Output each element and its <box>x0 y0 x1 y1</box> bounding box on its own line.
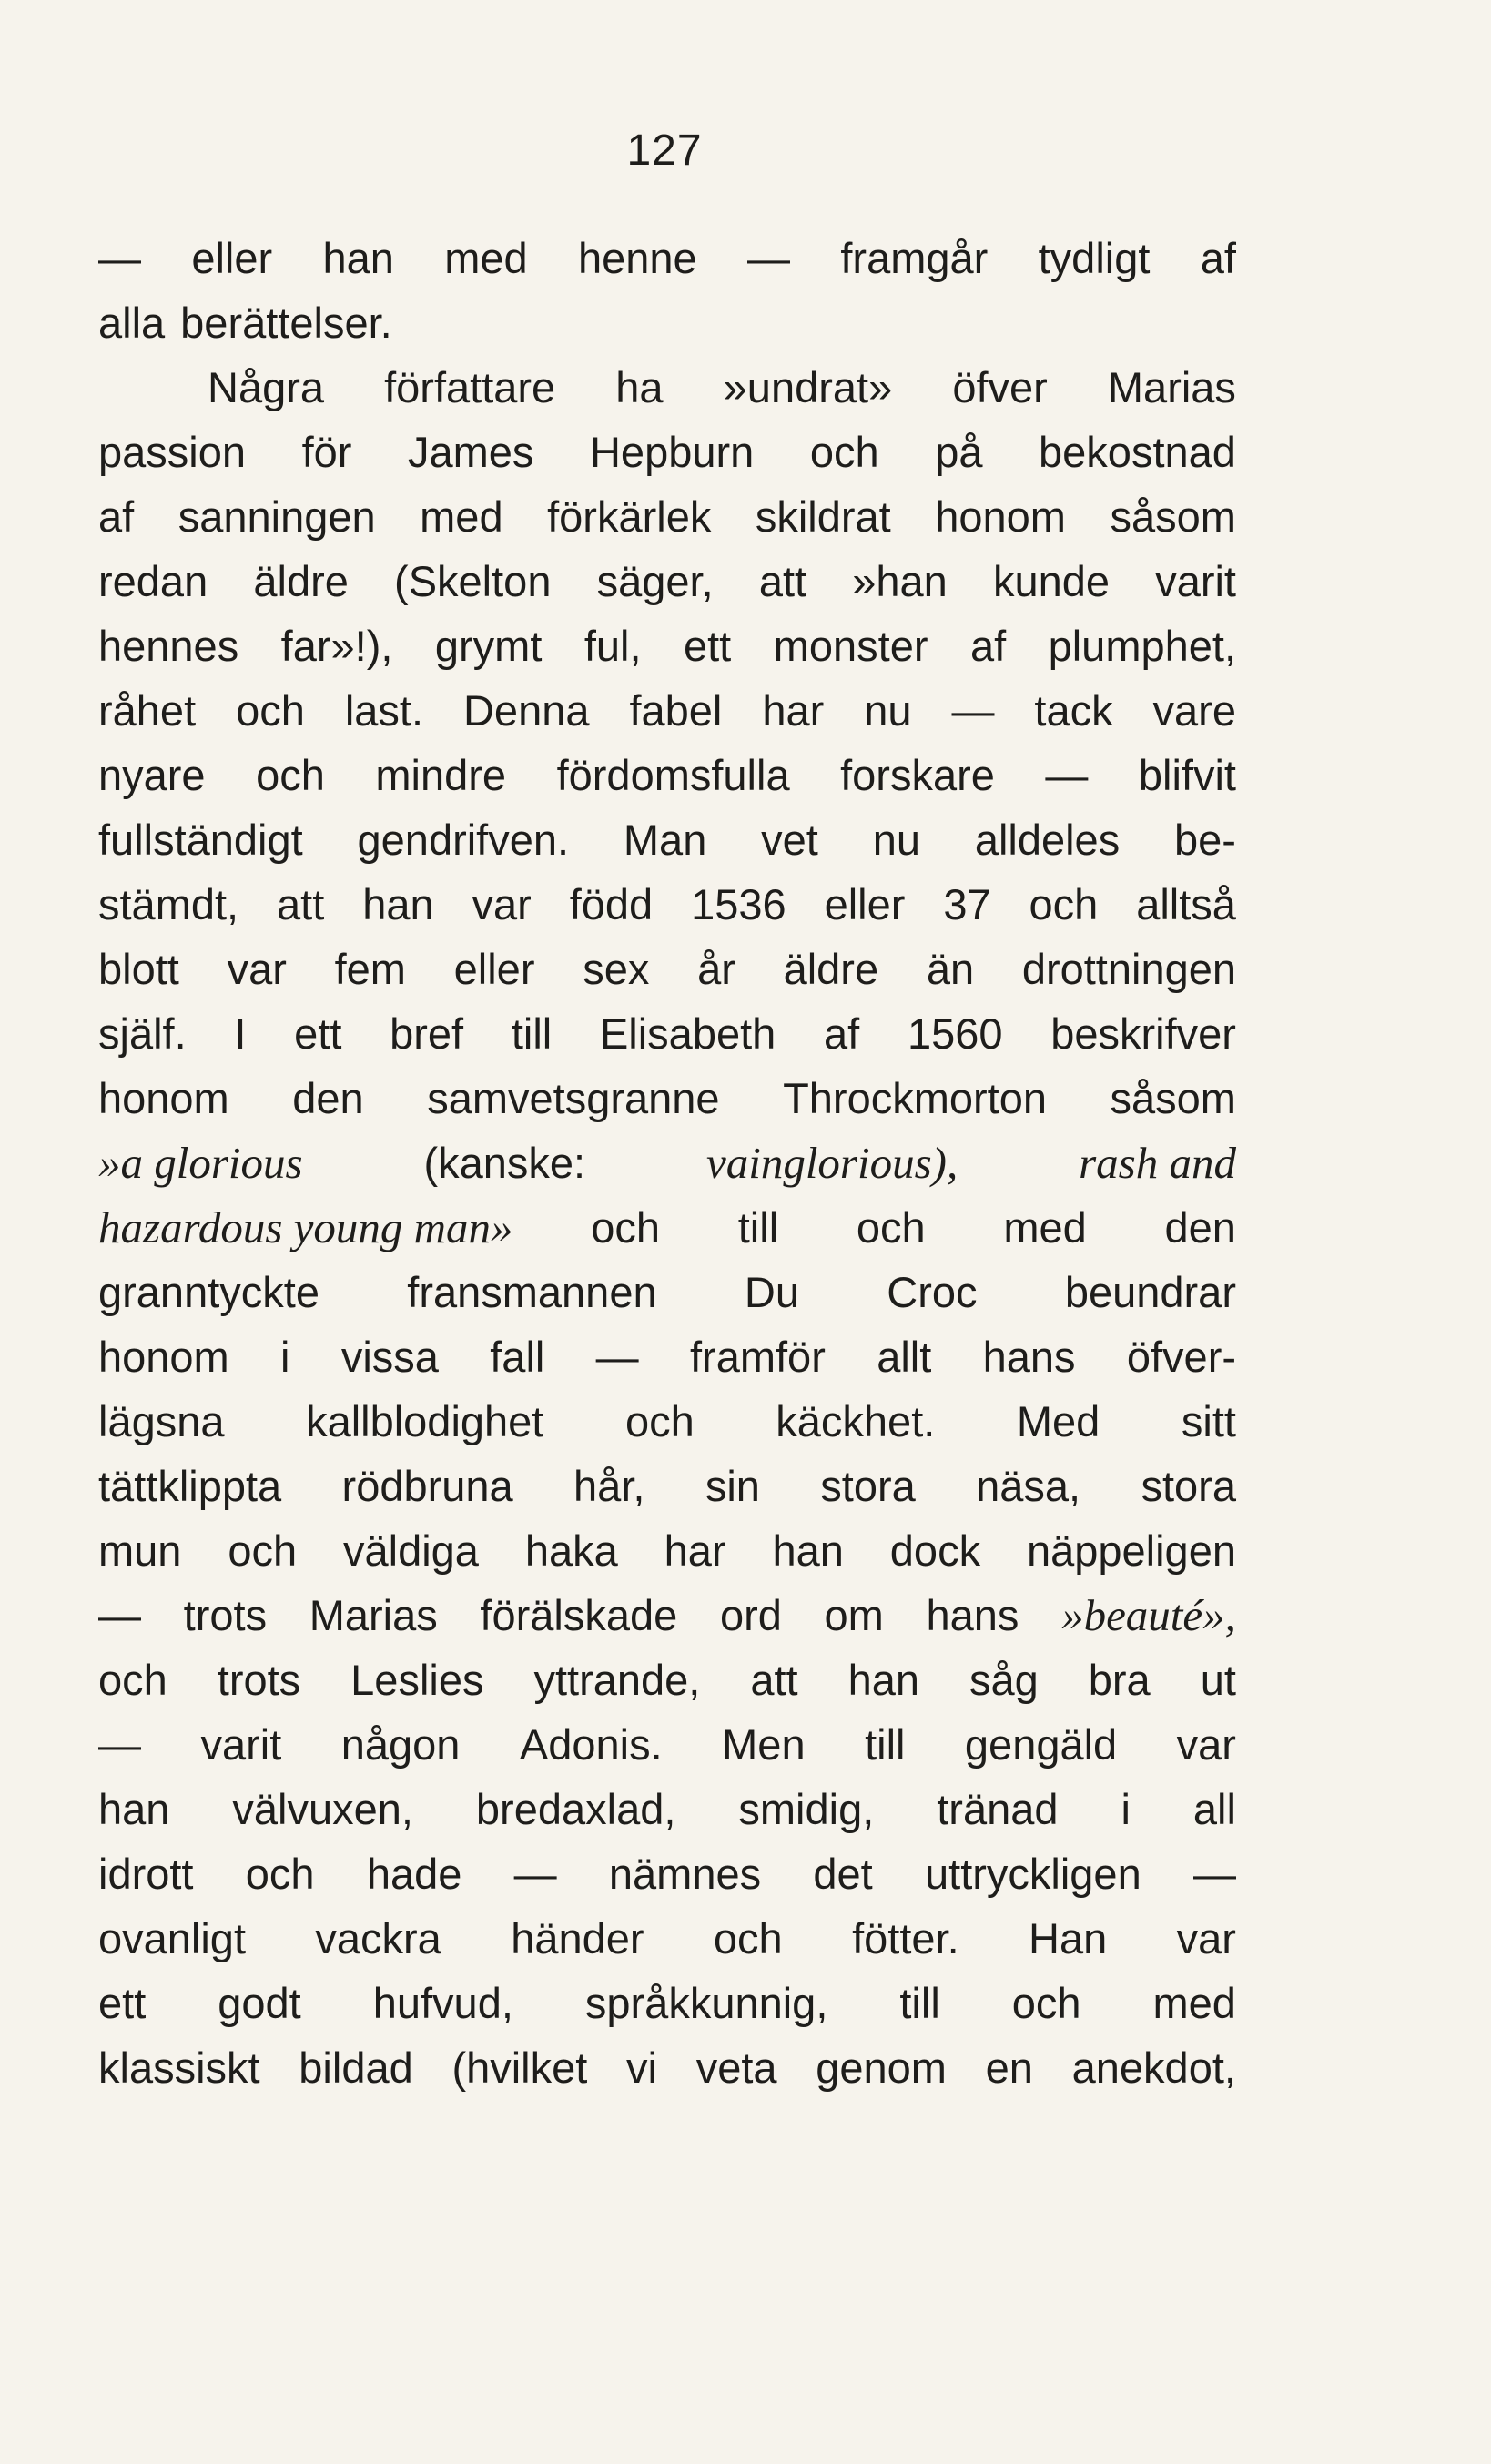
word: — <box>98 234 141 282</box>
word: någon <box>340 1720 461 1769</box>
word: ha <box>615 363 664 411</box>
word: rash and <box>1079 1138 1236 1188</box>
word: tättklippta <box>98 1462 282 1510</box>
word: dock <box>889 1526 981 1575</box>
word: rödbruna <box>341 1462 513 1510</box>
text-line <box>98 1260 1236 1324</box>
word: hazardous young man» <box>98 1202 513 1252</box>
word: gendrifven. <box>357 816 570 864</box>
word: passion <box>98 428 246 476</box>
body-text <box>98 226 1236 2100</box>
word: — <box>98 1591 141 1639</box>
word: anekdot, <box>1071 2043 1236 2092</box>
word: grymt <box>434 622 543 670</box>
word: Hepburn <box>589 428 755 476</box>
word: alla <box>98 299 166 347</box>
word: vare <box>1152 686 1236 735</box>
word: eller <box>191 234 273 282</box>
word: att <box>758 557 807 605</box>
word: var <box>1176 1720 1236 1769</box>
word: blott <box>98 945 179 993</box>
text-line <box>98 420 1236 484</box>
text-line <box>98 807 1236 872</box>
word: den <box>1164 1203 1236 1252</box>
word: var <box>1176 1914 1236 1962</box>
word: alldeles <box>974 816 1121 864</box>
word: granntyckte <box>98 1268 320 1316</box>
word: framgår <box>840 234 989 282</box>
text-line <box>98 1841 1236 1906</box>
word: eller <box>453 945 535 993</box>
word: vackra <box>315 1914 441 1962</box>
word: och <box>1029 880 1099 928</box>
word: plumphet, <box>1048 622 1236 670</box>
word: ful, <box>583 622 642 670</box>
word: haka <box>524 1526 618 1575</box>
word: Men <box>722 1720 806 1769</box>
word: ovanligt <box>98 1914 246 1962</box>
word: sex <box>583 945 650 993</box>
word: uttryckligen <box>925 1850 1141 1898</box>
word: nämnes <box>608 1850 762 1898</box>
word: välvuxen, <box>232 1785 413 1833</box>
text-line <box>98 484 1236 549</box>
word: hår, <box>573 1462 645 1510</box>
text-line <box>98 743 1236 807</box>
text-line <box>98 2035 1236 2100</box>
text-line <box>98 1389 1236 1454</box>
word: med <box>1152 1979 1236 2027</box>
word: med <box>444 234 528 282</box>
word: all <box>1192 1785 1236 1833</box>
word: bredaxlad, <box>475 1785 676 1833</box>
word: det <box>813 1850 873 1898</box>
word: till <box>899 1979 940 2027</box>
word: 1560 <box>907 1009 1003 1058</box>
word: Adonis. <box>519 1720 663 1769</box>
word: framför <box>690 1333 826 1381</box>
word: kallblodighet <box>306 1397 544 1445</box>
word: be- <box>1174 816 1236 864</box>
word: — <box>98 1720 141 1769</box>
word: säger, <box>596 557 714 605</box>
word: honom <box>935 492 1066 541</box>
word: tydligt <box>1038 234 1151 282</box>
text-line <box>98 613 1236 678</box>
word: vet <box>761 816 818 864</box>
word: bra <box>1088 1656 1151 1704</box>
word: eller <box>824 880 906 928</box>
word: i <box>1121 1785 1131 1833</box>
word: fabel <box>629 686 723 735</box>
word: berättelser. <box>180 299 392 347</box>
word: (kanske: <box>423 1139 586 1187</box>
word: allt <box>877 1333 932 1381</box>
word: Han <box>1029 1914 1108 1962</box>
word: hans <box>926 1591 1019 1639</box>
word: 37 <box>943 880 991 928</box>
word: redan <box>98 557 208 605</box>
word: Man <box>623 816 707 864</box>
word: hans <box>982 1333 1076 1381</box>
word: i <box>280 1333 290 1381</box>
word: tränad <box>937 1785 1059 1833</box>
text-line <box>98 1583 1236 1648</box>
word: öfver <box>952 363 1048 411</box>
word: såsom <box>1110 492 1236 541</box>
word: trots <box>183 1591 268 1639</box>
text-line <box>98 1777 1236 1841</box>
word: till <box>737 1203 779 1252</box>
word: Denna <box>462 686 590 735</box>
word: råhet <box>98 686 197 735</box>
text-line <box>98 549 1236 613</box>
word: fördomsfulla <box>556 751 790 799</box>
word: han <box>772 1526 844 1575</box>
word: än <box>926 945 975 993</box>
word: (hvilket <box>451 2043 588 2092</box>
word: I <box>234 1009 247 1058</box>
word: drottningen <box>1021 945 1236 993</box>
text-line <box>98 1131 1236 1195</box>
word: Elisabeth <box>599 1009 776 1058</box>
word: — <box>1192 1850 1236 1898</box>
word: ord <box>719 1591 782 1639</box>
word: för <box>301 428 352 476</box>
word: henne <box>578 234 697 282</box>
word: och <box>856 1203 926 1252</box>
word: fransmannen <box>407 1268 657 1316</box>
word: last. <box>344 686 424 735</box>
word: fötter. <box>852 1914 959 1962</box>
word: väldiga <box>343 1526 479 1575</box>
word: att <box>750 1656 798 1704</box>
word: öfver- <box>1126 1333 1236 1381</box>
word: nu <box>872 816 920 864</box>
text-line <box>98 1066 1236 1131</box>
word: honom <box>98 1074 229 1122</box>
word: sanningen <box>178 492 376 541</box>
word: klassiskt <box>98 2043 260 2092</box>
word: beskrifver <box>1050 1009 1236 1058</box>
word: Några <box>208 363 325 411</box>
word: forskare <box>840 751 995 799</box>
word: »undrat» <box>723 363 893 411</box>
word: samvetsgranne <box>427 1074 720 1122</box>
word: »a glorious <box>98 1138 303 1188</box>
word: godt <box>218 1979 301 2027</box>
word: Du <box>744 1268 799 1316</box>
word: bekostnad <box>1039 428 1236 476</box>
word: af <box>824 1009 860 1058</box>
text-line <box>98 678 1236 743</box>
word: äldre <box>253 557 349 605</box>
word: veta <box>695 2043 777 2092</box>
word: stora <box>820 1462 916 1510</box>
word: tack <box>1034 686 1113 735</box>
word: till <box>865 1720 906 1769</box>
word: vainglorious), <box>705 1138 958 1188</box>
word: var <box>227 945 287 993</box>
word: — <box>747 234 791 282</box>
word: till <box>511 1009 553 1058</box>
word: händer <box>511 1914 644 1962</box>
word: och <box>98 1656 167 1704</box>
word: trots <box>217 1656 301 1704</box>
word: Throckmorton <box>783 1074 1047 1122</box>
word: käckhet. <box>776 1397 936 1445</box>
text-line <box>98 1518 1236 1583</box>
word: och <box>809 428 879 476</box>
word: om <box>824 1591 884 1639</box>
word: han <box>362 880 434 928</box>
word: äldre <box>783 945 879 993</box>
word: sitt <box>1181 1397 1236 1445</box>
word: på <box>935 428 983 476</box>
text-line <box>98 226 1236 290</box>
word: smidig, <box>738 1785 875 1833</box>
word: ett <box>98 1979 147 2027</box>
word: af <box>98 492 135 541</box>
word: och <box>591 1203 661 1252</box>
word: — <box>513 1850 557 1898</box>
word: fem <box>334 945 406 993</box>
word: vi <box>626 2043 657 2092</box>
word: James <box>407 428 534 476</box>
word: nu <box>864 686 912 735</box>
word: ut <box>1200 1656 1236 1704</box>
word: och <box>1011 1979 1081 2027</box>
word: språkkunnig, <box>584 1979 828 2027</box>
text-line <box>98 1906 1236 1971</box>
text-line <box>98 1195 1236 1260</box>
word: lägsna <box>98 1397 225 1445</box>
word: alltså <box>1136 880 1236 928</box>
word: — <box>1045 751 1089 799</box>
word: skildrat <box>755 492 891 541</box>
word: fall <box>490 1333 545 1381</box>
word: författare <box>384 363 556 411</box>
text-line <box>98 1454 1236 1518</box>
word: af <box>969 622 1007 670</box>
word: beundrar <box>1064 1268 1236 1316</box>
word: fullständigt <box>98 816 303 864</box>
word: varit <box>200 1720 282 1769</box>
text-line <box>98 1712 1236 1777</box>
word: »han <box>852 557 948 605</box>
word: förälskade <box>480 1591 678 1639</box>
word: hufvud, <box>372 1979 513 2027</box>
text-line <box>98 290 1236 355</box>
word: han <box>98 1785 170 1833</box>
word: hennes <box>98 622 239 670</box>
word: kunde <box>992 557 1111 605</box>
word: ett <box>683 622 732 670</box>
word: Marias <box>1107 363 1236 411</box>
word: yttrande, <box>533 1656 701 1704</box>
text-line <box>98 872 1236 937</box>
word: Croc <box>887 1268 978 1316</box>
word: — <box>951 686 995 735</box>
word: far»!), <box>280 622 393 670</box>
word: genom <box>816 2043 947 2092</box>
word: näppeligen <box>1026 1526 1236 1575</box>
word: mindre <box>375 751 507 799</box>
word: nyare <box>98 751 206 799</box>
word: af <box>1200 234 1236 282</box>
word: och <box>256 751 325 799</box>
word: Leslies <box>350 1656 484 1704</box>
text-line <box>98 355 1236 420</box>
word: var <box>472 880 532 928</box>
word: och <box>713 1914 783 1962</box>
page-number: 127 <box>626 127 703 175</box>
word: och <box>236 686 305 735</box>
word: idrott <box>98 1850 194 1898</box>
word: att <box>277 880 325 928</box>
word: den <box>292 1074 364 1122</box>
word: med <box>420 492 503 541</box>
word: såg <box>969 1656 1039 1704</box>
word: varit <box>1155 557 1236 605</box>
word: såsom <box>1110 1074 1236 1122</box>
word: han <box>847 1656 920 1704</box>
word: (Skelton <box>394 557 552 605</box>
text-line <box>98 1324 1236 1389</box>
word: blifvit <box>1138 751 1236 799</box>
word: han <box>322 234 394 282</box>
word: bildad <box>299 2043 413 2092</box>
word: förkärlek <box>547 492 712 541</box>
word: bref <box>390 1009 464 1058</box>
text-line <box>98 1971 1236 2035</box>
word: sin <box>705 1462 760 1510</box>
word: och <box>228 1526 298 1575</box>
word: vissa <box>340 1333 439 1381</box>
word: gengäld <box>964 1720 1118 1769</box>
text-line <box>98 1001 1236 1066</box>
word: en <box>985 2043 1033 2092</box>
word: Marias <box>309 1591 438 1639</box>
word: monster <box>773 622 928 670</box>
word: ett <box>294 1009 342 1058</box>
word: 1536 <box>691 880 786 928</box>
word: och <box>245 1850 315 1898</box>
word: honom <box>98 1333 229 1381</box>
word: Med <box>1016 1397 1100 1445</box>
word: år <box>697 945 735 993</box>
word: själf. <box>98 1009 187 1058</box>
word: och <box>624 1397 695 1445</box>
word: med <box>1003 1203 1087 1252</box>
word: har <box>664 1526 726 1575</box>
word: — <box>595 1333 639 1381</box>
word: »beauté», <box>1061 1590 1236 1640</box>
text-line <box>98 937 1236 1001</box>
word: mun <box>98 1526 182 1575</box>
word: hade <box>366 1850 462 1898</box>
word: stora <box>1141 1462 1236 1510</box>
word: näsa, <box>976 1462 1081 1510</box>
word: född <box>569 880 654 928</box>
word: stämdt, <box>98 880 239 928</box>
word: har <box>762 686 825 735</box>
text-line <box>98 1648 1236 1712</box>
